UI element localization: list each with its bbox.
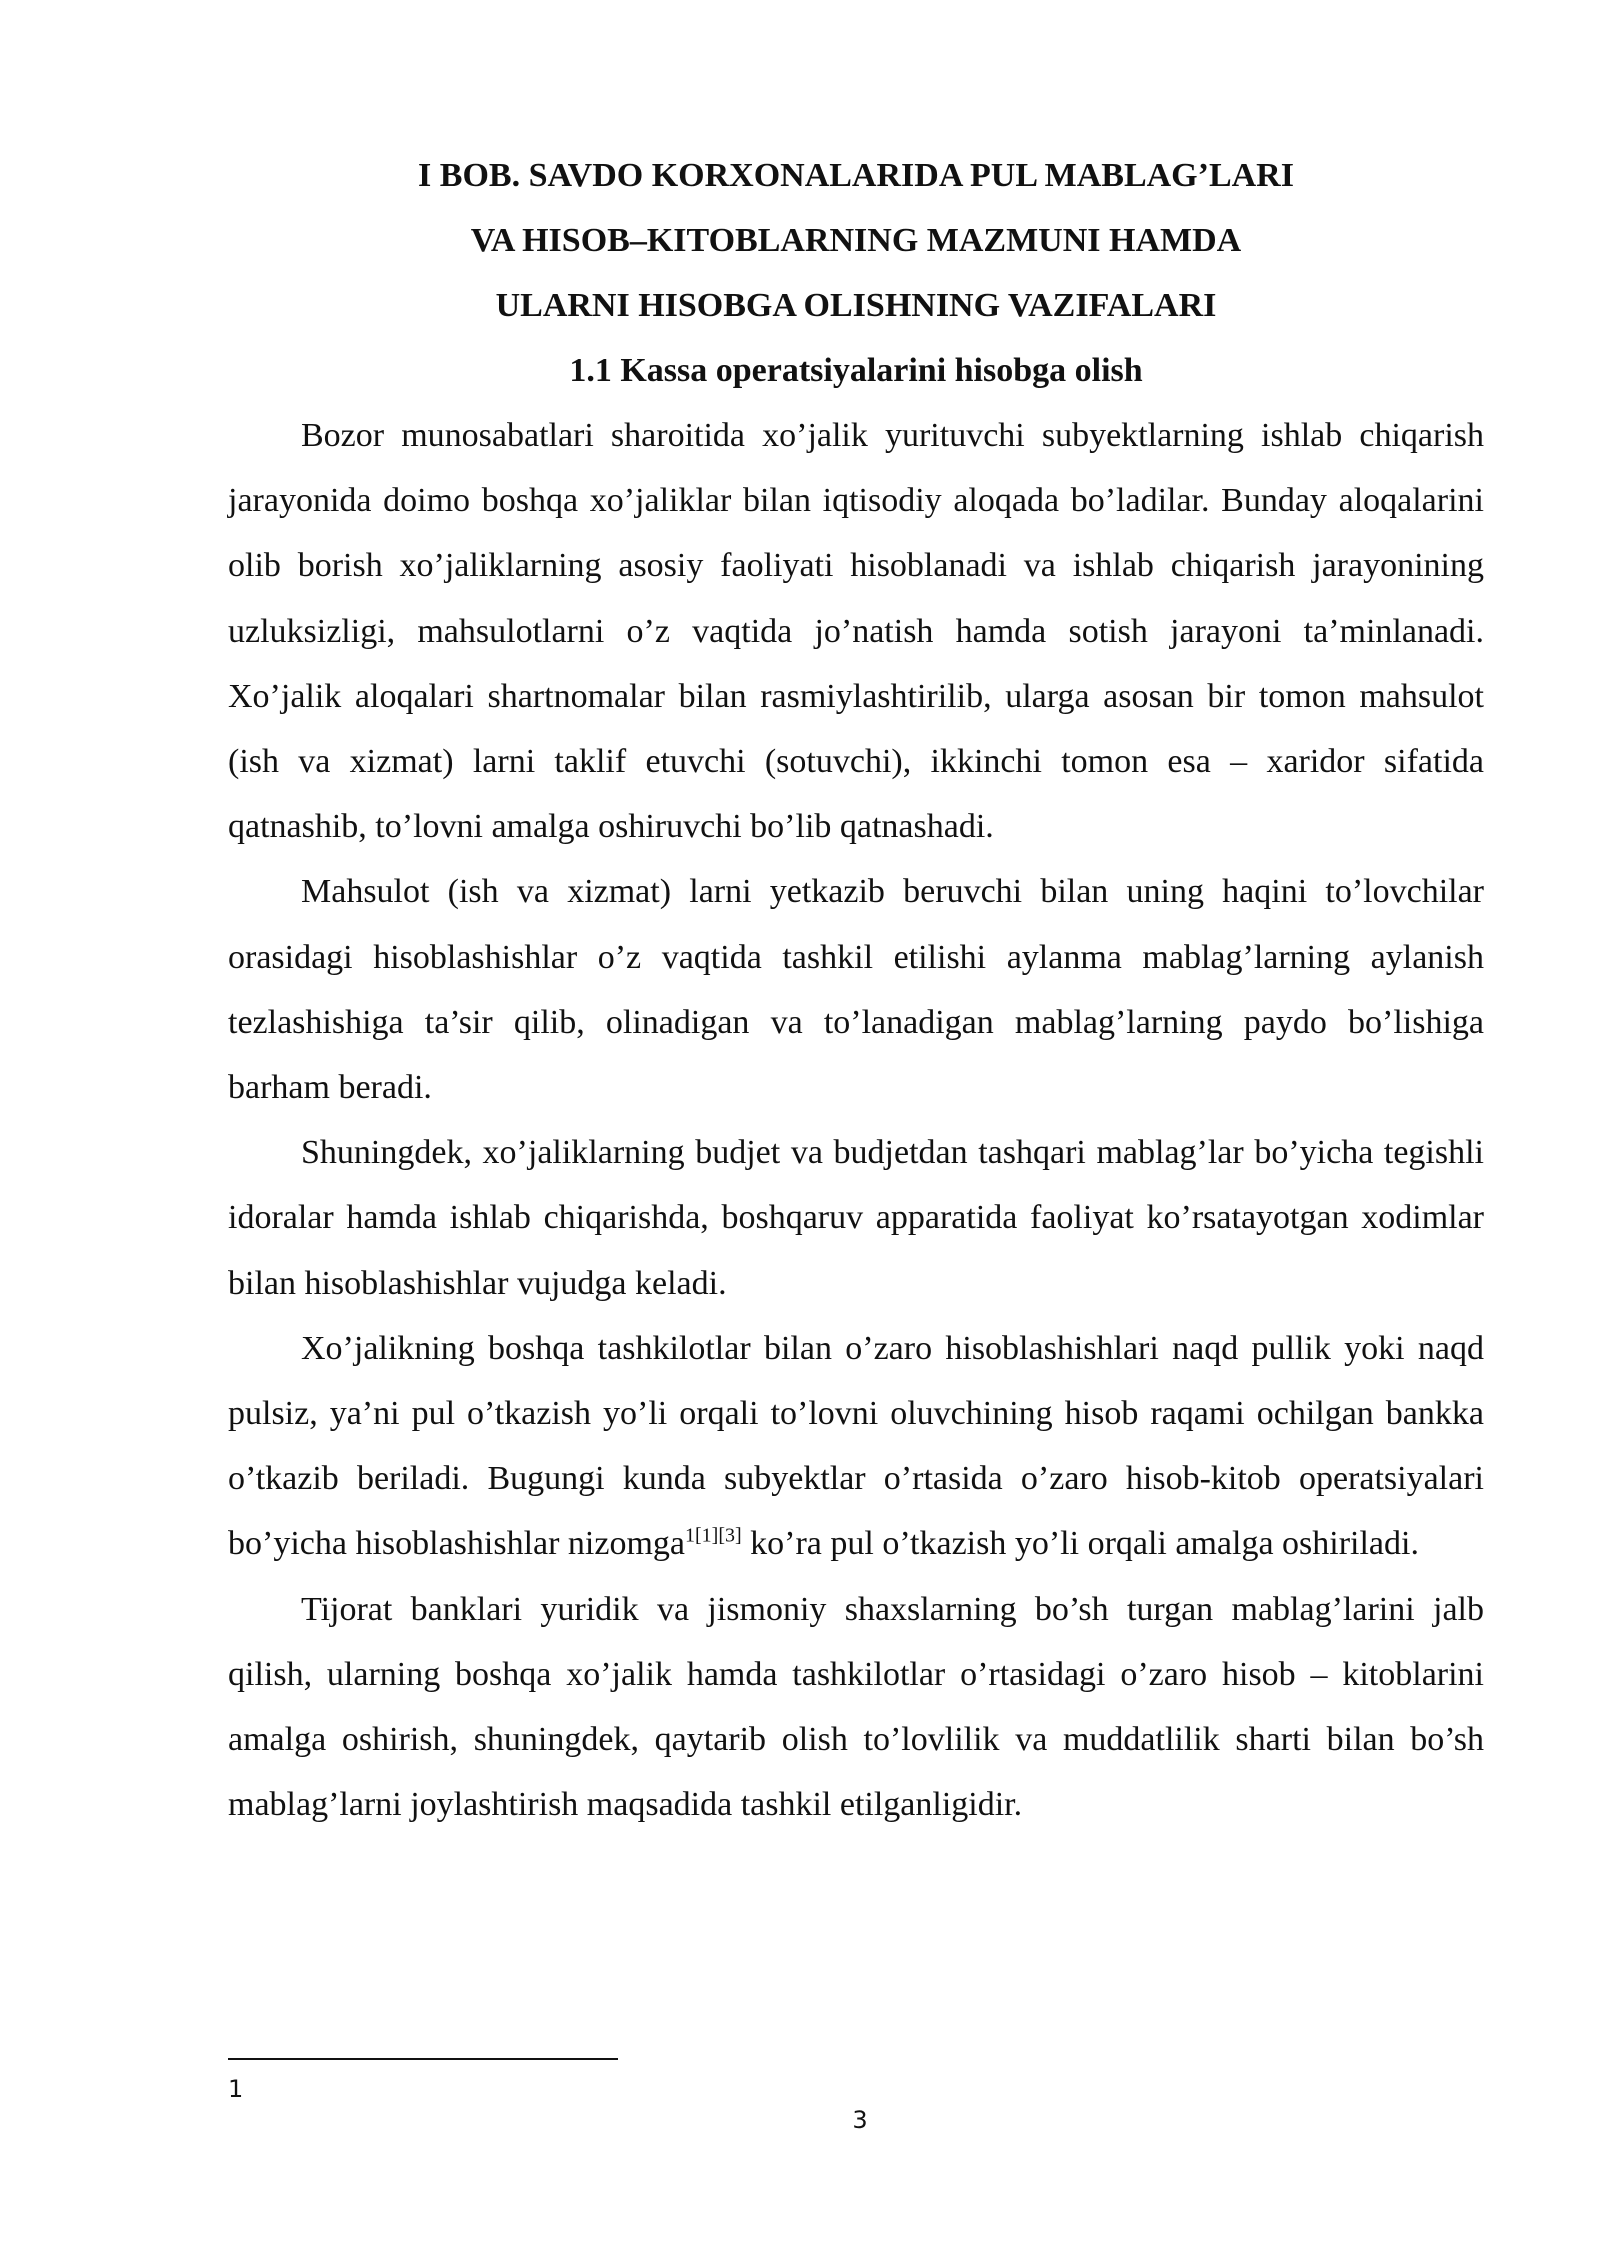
paragraph-4-text-start: Xo’jalikning boshqa tashkilotlar bilan o’zaro hisoblashishlari naqd pullik yoki naqd pulsiz, ya’ni pul o’tkazish yo’li orqali to’lovni oluvchining hisob raqami ochilgan bankka o’tkazib beriladi. Bugungi kunda subyektlar o’rtasida o’zaro hisob-kitob operatsiyalari bo’yicha hisoblashishlar nizomga (228, 1329, 1484, 1563)
paragraph-4-text-end: ko’ra pul o’tkazish yo’li orqali amalga oshiriladi. (741, 1525, 1419, 1563)
section-title: 1.1 Kassa operatsiyalarini hisobga olish (569, 352, 1143, 389)
chapter-title-line-1: I BOB. SAVDO KORXONALARIDA PUL MABLAG’LARI (418, 157, 1294, 194)
body-text (228, 403, 1484, 1837)
paragraph-5: Tijorat banklari yuridik va jismoniy shaxslarning bo’sh turgan mablag’larini jalb qilish, ularning boshqa xo’jalik hamda tashkilotlar o’rtasidagi o’zaro hisob – kitoblarini amalga oshirish, shuningdek, qaytarib olish to’lovlilik va muddatlilik sharti bilan bo’sh mablag’larni joylashtirish maqsadida tashkil etilganligidir. (228, 1590, 1484, 1824)
paragraph-4 (228, 1316, 1484, 1577)
chapter-title-line-3: ULARNI HISOBGA OLISHNING VAZIFALARI (495, 287, 1217, 324)
footnote-reference[interactable]: 1[1][3] (685, 1525, 742, 1548)
footnote-number: 1 (228, 2075, 244, 2103)
footnote-separator (228, 2058, 618, 2060)
paragraph-1: Bozor munosabatlari sharoitida xo’jalik yurituvchi subyektlarning ishlab chiqarish jarayonida doimo boshqa xo’jaliklar bilan iqtisodiy aloqada bo’ladilar. Bunday aloqalarini olib borish xo’jaliklarning asosiy faoliyati hisoblanadi va ishlab chiqarish jarayonining uzluksizligi, mahsulotlarni o’z vaqtida jo’natish hamda sotish jarayoni ta’minlanadi. Xo’jalik aloqalari shartnomalar bilan rasmiylashtirilib, ularga asosan bir tomon mahsulot (ish va xizmat) larni taklif etuvchi (sotuvchi), ikkinchi tomon esa – xaridor sifatida qatnashib, to’lovni amalga oshiruvchi bo’lib qatnashadi. (228, 417, 1484, 846)
page-number: 3 (852, 2106, 868, 2134)
chapter-title (228, 143, 1484, 338)
paragraph-3: Shuningdek, xo’jaliklarning budjet va budjetdan tashqari mablag’lar bo’yicha tegishli idoralar hamda ishlab chiqarishda, boshqaruv apparatida faoliyat ko’rsatayotgan xodimlar bilan hisoblashishlar vujudga keladi. (228, 1134, 1484, 1302)
chapter-title-line-2: VA HISOB–KITOBLARNING MAZMUNI HAMDA (470, 222, 1242, 259)
paragraph-2: Mahsulot (ish va xizmat) larni yetkazib beruvchi bilan uning haqini to’lovchilar orasidagi hisoblashishlar o’z vaqtida tashkil etilishi aylanma mablag’larning aylanish tezlashishiga ta’sir qilib, olinadigan va to’lanadigan mablag’larning paydo bo’lishiga barham beradi. (228, 873, 1484, 1107)
